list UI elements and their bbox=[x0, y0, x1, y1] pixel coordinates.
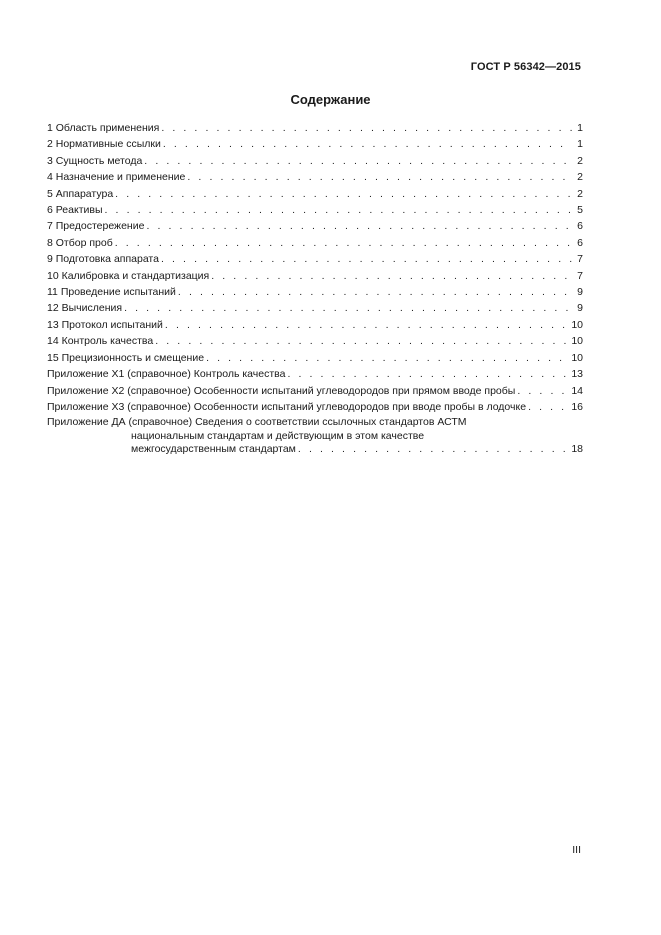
toc-entry-label: 10 Калибровка и стандартизация bbox=[47, 269, 210, 282]
toc-entry[interactable] bbox=[47, 153, 583, 169]
toc-leader-dots bbox=[165, 317, 568, 333]
toc-entry-page: 9 bbox=[577, 286, 583, 299]
toc-entry-page: 6 bbox=[577, 220, 583, 233]
toc-leader-dots bbox=[206, 350, 568, 366]
toc-entry-label: 6 Реактивы bbox=[47, 204, 103, 217]
toc-leader-dots bbox=[105, 202, 573, 218]
toc-entry-label: 5 Аппаратура bbox=[47, 187, 114, 200]
toc-entry[interactable] bbox=[47, 366, 583, 382]
toc-entry[interactable] bbox=[47, 218, 583, 234]
toc-entry-label: 2 Нормативные ссылки bbox=[47, 138, 161, 151]
toc-entry[interactable] bbox=[47, 399, 583, 415]
toc-entry[interactable] bbox=[47, 202, 583, 218]
document-code: ГОСТ Р 56342—2015 bbox=[470, 61, 581, 73]
toc-leader-dots bbox=[298, 443, 568, 456]
toc-entry-label: 11 Проведение испытаний bbox=[47, 286, 176, 299]
toc-entry-label: Приложение Х3 (справочное) Особенности испытаний углеводородов при вводе пробы в лодочке bbox=[47, 400, 527, 413]
toc-leader-dots bbox=[528, 399, 568, 415]
toc-leader-dots bbox=[161, 251, 572, 267]
toc-entry-label: 3 Сущность метода bbox=[47, 154, 143, 167]
toc-entry[interactable] bbox=[47, 350, 583, 366]
table-of-contents bbox=[47, 120, 583, 456]
toc-entry-annex-da[interactable] bbox=[47, 416, 583, 456]
toc-leader-dots bbox=[287, 366, 568, 382]
toc-entry-page: 2 bbox=[577, 154, 583, 167]
toc-entry-last-line bbox=[47, 443, 583, 456]
toc-entry[interactable] bbox=[47, 284, 583, 300]
toc-leader-dots bbox=[155, 333, 568, 349]
toc-entry-page: 2 bbox=[577, 187, 583, 200]
toc-entry-page: 9 bbox=[577, 302, 583, 315]
toc-entry[interactable] bbox=[47, 169, 583, 185]
toc-entry-label: 7 Предостережение bbox=[47, 220, 145, 233]
toc-entry-page: 1 bbox=[577, 122, 583, 134]
toc-entry[interactable] bbox=[47, 383, 583, 399]
toc-entry[interactable] bbox=[47, 317, 583, 333]
toc-entry-label: 14 Контроль качества bbox=[47, 335, 154, 348]
page-number: III bbox=[572, 844, 581, 856]
toc-entry-page: 10 bbox=[571, 318, 583, 331]
toc-entry-page: 7 bbox=[577, 269, 583, 282]
toc-entry-page: 13 bbox=[571, 368, 583, 381]
toc-leader-dots bbox=[146, 218, 572, 234]
toc-title: Содержание bbox=[290, 92, 371, 107]
toc-entry-page: 6 bbox=[577, 236, 583, 249]
toc-entry[interactable] bbox=[47, 333, 583, 349]
toc-entry-page: 1 bbox=[577, 138, 583, 151]
toc-entry[interactable] bbox=[47, 251, 583, 267]
toc-leader-dots bbox=[211, 268, 572, 284]
toc-entry-page: 2 bbox=[577, 171, 583, 184]
toc-leader-dots bbox=[517, 383, 568, 399]
toc-leader-dots bbox=[187, 169, 572, 185]
toc-entry-label: Приложение Х1 (справочное) Контроль качества bbox=[47, 368, 286, 381]
toc-entry[interactable] bbox=[47, 136, 583, 152]
toc-leader-dots bbox=[163, 136, 572, 152]
toc-entry-label: 13 Протокол испытаний bbox=[47, 318, 163, 331]
toc-leader-dots bbox=[124, 300, 572, 316]
toc-leader-dots bbox=[178, 284, 572, 300]
toc-entry-label: 9 Подготовка аппарата bbox=[47, 253, 159, 266]
toc-entry-label: 1 Область применения bbox=[47, 122, 160, 134]
toc-entry-label: 12 Вычисления bbox=[47, 302, 123, 315]
toc-leader-dots bbox=[144, 153, 572, 169]
toc-entry[interactable] bbox=[47, 186, 583, 202]
toc-entry-page: 5 bbox=[577, 204, 583, 217]
toc-entry-page: 10 bbox=[571, 351, 583, 364]
toc-entry[interactable] bbox=[47, 300, 583, 316]
toc-entry-label: 15 Прецизионность и смещение bbox=[47, 351, 205, 364]
toc-leader-dots bbox=[161, 120, 572, 136]
toc-entry-label-line1: Приложение ДА (справочное) Сведения о соответствии ссылочных стандартов АСТМ bbox=[47, 416, 467, 429]
toc-entry-page: 16 bbox=[571, 400, 583, 413]
toc-entry-page: 10 bbox=[571, 335, 583, 348]
toc-entry-page: 14 bbox=[571, 384, 583, 397]
toc-entry-label: 4 Назначение и применение bbox=[47, 171, 186, 184]
toc-entry[interactable] bbox=[47, 120, 583, 136]
toc-entry-label-line3: межгосударственным стандартам bbox=[131, 442, 296, 455]
toc-leader-dots bbox=[115, 186, 572, 202]
toc-entry[interactable] bbox=[47, 235, 583, 251]
toc-entry-label-line2: национальным стандартам и действующим в этом качестве bbox=[131, 429, 425, 442]
toc-leader-dots bbox=[115, 235, 572, 251]
toc-entry-label: 8 Отбор проб bbox=[47, 236, 113, 249]
toc-entry-page: 18 bbox=[571, 442, 583, 455]
toc-entry-label: Приложение Х2 (справочное) Особенности испытаний углеводородов при прямом вводе пробы bbox=[47, 384, 516, 397]
toc-entry[interactable] bbox=[47, 268, 583, 284]
toc-entry-page: 7 bbox=[577, 253, 583, 266]
